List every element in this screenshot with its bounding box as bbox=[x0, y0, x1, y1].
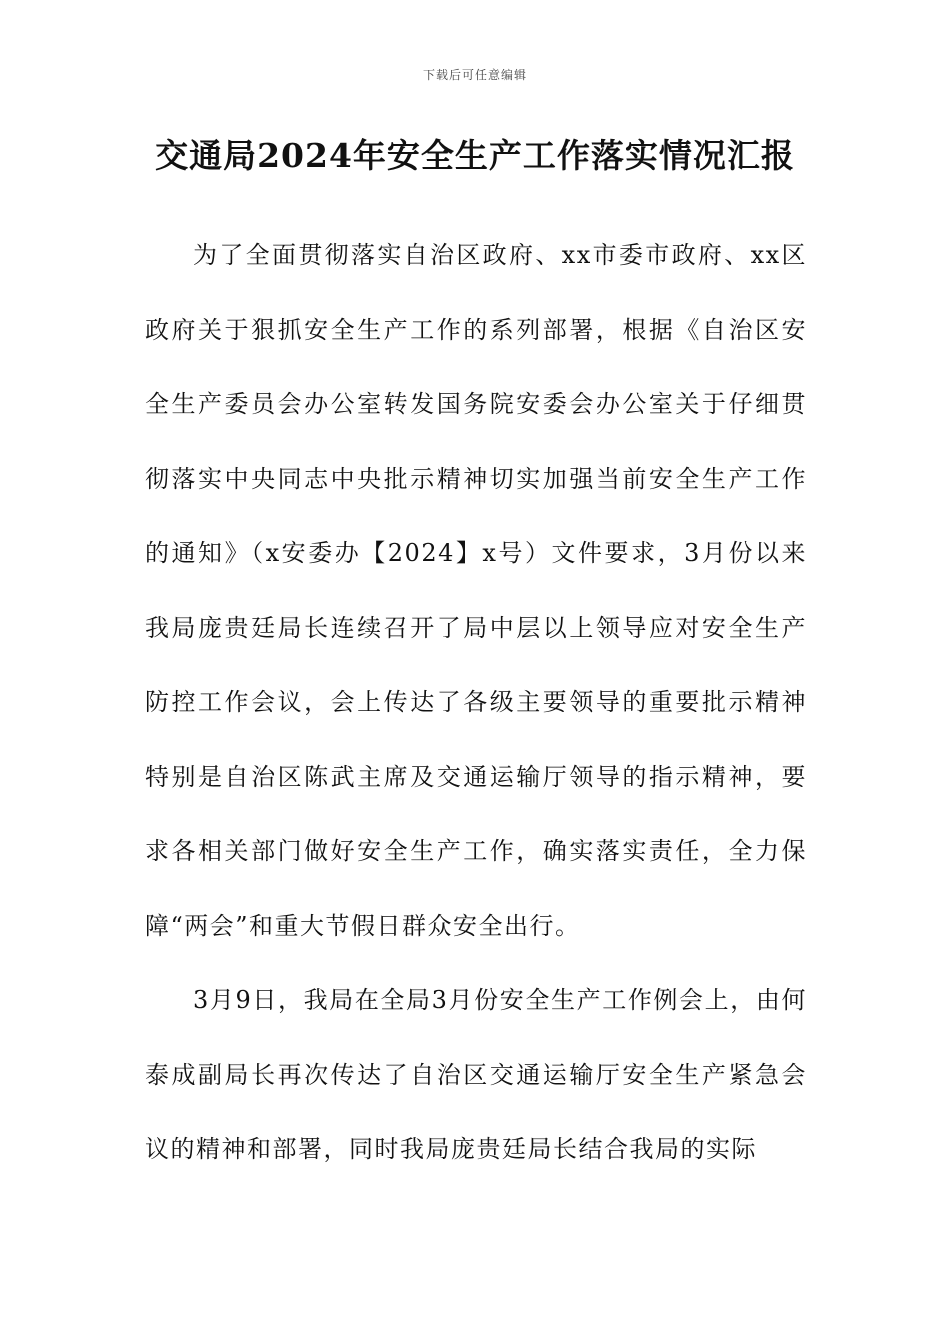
document-body bbox=[145, 218, 807, 1187]
paragraph-2: 3月9日，我局在全局3月份安全生产工作例会上，由何泰成副局长再次传达了自治区交通运输厅安全生产紧急会议的精神和部署，同时我局庞贵廷局长结合我局的实际 bbox=[145, 986, 807, 1163]
document-title: 交通局2024年安全生产工作落实情况汇报 bbox=[155, 136, 795, 175]
header-note: 下载后可任意编辑 bbox=[422, 68, 527, 82]
paragraph-1: 为了全面贯彻落实自治区政府、xx市委市政府、xx区政府关于狠抓安全生产工作的系列部署，根据《自治区安全生产委员会办公室转发国务院安委会办公室关于仔细贯彻落实中央同志中央批示精神切实加强当前安全生产工作的通知》（x安委办【2024】x号）文件要求，3月份以来我局庞贵廷局长连续召开了局中层以上领导应对安全生产防控工作会议，会上传达了各级主要领导的重要批示精神特别是自治区陈武主席及交通运输厅领导的指示精神，要求各相关部门做好安全生产工作，确实落实责任，全力保障“两会”和重大节假日群众安全出行。 bbox=[145, 241, 807, 940]
